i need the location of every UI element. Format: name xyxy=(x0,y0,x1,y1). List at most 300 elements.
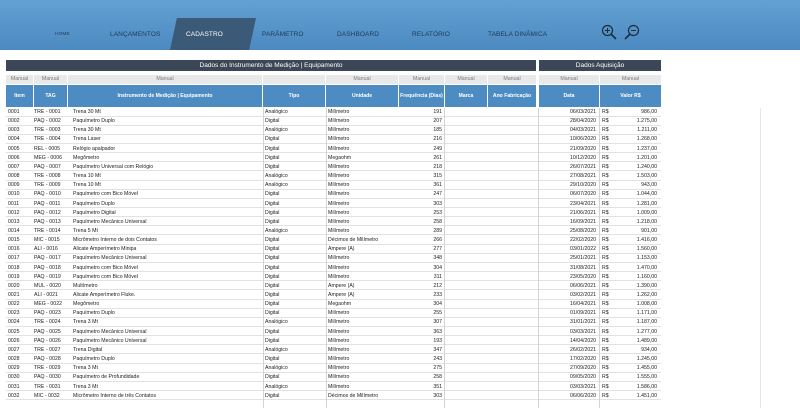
cell-data[interactable]: 10/06/2020 xyxy=(570,136,596,143)
cell-unidade[interactable]: Décimos de Milímetro xyxy=(328,237,379,244)
cell-instrumento[interactable]: Paquímetro de Profundidade xyxy=(73,374,140,381)
cell-instrumento[interactable]: Paquímetro Digital xyxy=(73,209,116,216)
col-header-tipo[interactable]: Tipo xyxy=(263,85,326,107)
cell-instrumento[interactable]: Paquímetro Duplo xyxy=(73,310,115,317)
cell-valor[interactable]: 1.160,00 xyxy=(636,273,657,280)
cell-frequencia[interactable]: 266 xyxy=(433,237,442,244)
cell-instrumento[interactable]: Alicate Amperímetro Minipa xyxy=(73,246,137,253)
cell-instrumento[interactable]: Trena 30 Mt xyxy=(73,109,101,115)
table-row[interactable] xyxy=(6,200,661,209)
table-row[interactable] xyxy=(6,291,661,300)
cell-tipo[interactable]: Digital xyxy=(265,237,280,244)
table-row[interactable] xyxy=(6,383,661,392)
table-row[interactable] xyxy=(6,145,661,154)
cell-valor[interactable]: 1.171,00 xyxy=(636,310,657,317)
cell-item[interactable]: 0021 xyxy=(8,292,20,298)
cell-tipo[interactable]: Analógico xyxy=(265,319,288,326)
cell-valor[interactable]: 1.245,00 xyxy=(636,356,657,363)
cell-valor[interactable]: 1.390,00 xyxy=(636,282,657,289)
table-row[interactable] xyxy=(6,318,661,327)
cell-tipo[interactable]: Digital xyxy=(265,255,280,262)
cell-valor[interactable]: 1.211,00 xyxy=(637,127,657,134)
table-row[interactable] xyxy=(6,227,661,236)
col-header-valor[interactable]: Valor R$ xyxy=(600,85,662,107)
cell-tipo[interactable]: Digital xyxy=(265,136,280,143)
cell-data[interactable]: 03/03/2021 xyxy=(570,328,596,335)
cell-item[interactable]: 0005 xyxy=(8,145,20,152)
cell-frequencia[interactable]: 261 xyxy=(433,154,442,161)
cell-frequencia[interactable]: 233 xyxy=(433,292,442,298)
cell-frequencia[interactable]: 289 xyxy=(433,227,442,234)
table-row[interactable] xyxy=(6,218,661,227)
cell-tag[interactable]: TRE - 0009 xyxy=(34,182,61,189)
cell-tipo[interactable]: Digital xyxy=(265,301,280,308)
cell-item[interactable]: 0013 xyxy=(8,218,20,225)
cell-unidade[interactable]: Milímetro xyxy=(328,365,350,372)
cell-tipo[interactable]: Digital xyxy=(265,292,280,298)
cell-frequencia[interactable]: 255 xyxy=(433,310,442,317)
col-header-data[interactable]: Data xyxy=(539,85,600,107)
cell-valor[interactable]: 1.503,00 xyxy=(636,173,657,180)
cell-tag[interactable]: TRE - 0001 xyxy=(34,109,61,115)
cell-unidade[interactable]: Milímetro xyxy=(328,173,350,180)
cell-valor[interactable]: 1.281,00 xyxy=(636,200,657,207)
table-row[interactable] xyxy=(6,135,661,144)
cell-tipo[interactable]: Analógico xyxy=(265,182,288,189)
cell-item[interactable]: 0026 xyxy=(8,337,20,344)
cell-unidade[interactable]: Milímetro xyxy=(328,374,350,381)
cell-frequencia[interactable]: 304 xyxy=(433,264,442,271)
cell-unidade[interactable]: Milímetro xyxy=(328,118,350,125)
cell-data[interactable]: 29/10/2020 xyxy=(570,182,596,189)
cell-unidade[interactable]: Milímetro xyxy=(328,356,350,363)
cell-valor[interactable]: 1.218,00 xyxy=(636,218,657,225)
cell-instrumento[interactable]: Trena 30 Mt xyxy=(73,127,101,134)
cell-item[interactable]: 0022 xyxy=(8,301,20,308)
cell-item[interactable]: 0016 xyxy=(8,246,20,253)
cell-data[interactable]: 03/03/2021 xyxy=(570,383,596,390)
cell-unidade[interactable]: Milímetro xyxy=(328,191,350,198)
cell-valor[interactable]: 934,00 xyxy=(641,346,657,353)
cell-valor[interactable]: 1.555,00 xyxy=(636,374,657,381)
cell-item[interactable]: 0003 xyxy=(8,127,20,134)
cell-item[interactable]: 0004 xyxy=(8,136,20,143)
cell-frequencia[interactable]: 191 xyxy=(433,109,442,115)
table-row[interactable] xyxy=(6,309,661,318)
table-row[interactable] xyxy=(6,264,661,273)
cell-item[interactable]: 0012 xyxy=(8,209,20,216)
cell-tag[interactable]: ALI - 0021 xyxy=(34,292,58,298)
cell-valor[interactable]: 1.201,00 xyxy=(636,154,657,161)
cell-tag[interactable]: TRE - 0031 xyxy=(34,383,61,390)
cell-frequencia[interactable]: 363 xyxy=(433,328,442,335)
cell-instrumento[interactable]: Megômetro xyxy=(73,301,100,308)
cell-frequencia[interactable]: 258 xyxy=(433,374,442,381)
cell-frequencia[interactable]: 207 xyxy=(433,118,442,125)
table-row[interactable] xyxy=(6,209,661,218)
cell-tipo[interactable]: Analógico xyxy=(265,109,288,115)
cell-tag[interactable]: PAQ - 0011 xyxy=(34,200,61,207)
cell-data[interactable]: 09/05/2020 xyxy=(570,374,596,381)
cell-data[interactable]: 31/08/2021 xyxy=(570,264,596,271)
cell-instrumento[interactable]: Trena 10 Mt xyxy=(73,173,101,180)
cell-instrumento[interactable]: Relógio apalpador xyxy=(73,145,116,152)
cell-instrumento[interactable]: Micrômetro Interno de três Contatos xyxy=(73,392,157,399)
cell-item[interactable]: 0017 xyxy=(8,255,20,262)
cell-data[interactable]: 03/02/2021 xyxy=(570,292,596,298)
cell-tag[interactable]: REL - 0005 xyxy=(34,145,61,152)
cell-instrumento[interactable]: Paquímetro Mecânico Universal xyxy=(73,255,147,262)
cell-tag[interactable]: MEG - 0022 xyxy=(34,301,62,308)
cell-tipo[interactable]: Analógico xyxy=(265,173,288,180)
cell-data[interactable]: 22/02/2020 xyxy=(570,237,596,244)
cell-frequencia[interactable]: 303 xyxy=(433,200,442,207)
cell-tipo[interactable]: Digital xyxy=(265,154,280,161)
cell-item[interactable]: 0032 xyxy=(8,392,20,399)
cell-tipo[interactable]: Digital xyxy=(265,273,280,280)
cell-tipo[interactable]: Analógico xyxy=(265,365,288,372)
table-row[interactable] xyxy=(6,126,661,135)
cell-unidade[interactable]: Milímetro xyxy=(328,163,350,170)
cell-instrumento[interactable]: Paquímetro Universal com Relógio xyxy=(73,163,154,170)
cell-frequencia[interactable]: 307 xyxy=(433,319,442,326)
cell-tag[interactable]: PAQ - 0017 xyxy=(34,255,61,262)
cell-valor[interactable]: 1.275,00 xyxy=(636,118,657,125)
cell-tipo[interactable]: Digital xyxy=(265,246,280,253)
cell-valor[interactable]: 1.262,00 xyxy=(636,292,657,298)
cell-unidade[interactable]: Milímetro xyxy=(328,337,350,344)
cell-unidade[interactable]: Milímetro xyxy=(328,273,350,280)
table-row[interactable] xyxy=(6,181,661,190)
cell-tipo[interactable]: Digital xyxy=(265,145,280,152)
cell-unidade[interactable]: Megaohm xyxy=(328,301,352,308)
cell-unidade[interactable]: Milímetro xyxy=(328,145,350,152)
cell-tipo[interactable]: Analógico xyxy=(265,127,288,134)
cell-item[interactable]: 0027 xyxy=(8,346,20,353)
cell-unidade[interactable]: Milímetro xyxy=(328,310,350,317)
cell-item[interactable]: 0031 xyxy=(8,383,20,390)
cell-frequencia[interactable]: 249 xyxy=(433,145,442,152)
cell-frequencia[interactable]: 185 xyxy=(433,127,442,134)
cell-tipo[interactable]: Digital xyxy=(265,337,280,344)
cell-item[interactable]: 0002 xyxy=(8,118,20,125)
cell-frequencia[interactable]: 315 xyxy=(433,173,442,180)
cell-data[interactable]: 27/08/2021 xyxy=(570,173,596,180)
nav-lancamentos[interactable]: LANÇAMENTOS xyxy=(110,31,161,38)
table-row[interactable] xyxy=(6,108,661,117)
cell-tag[interactable]: PAQ - 0013 xyxy=(34,218,61,225)
cell-frequencia[interactable]: 216 xyxy=(433,136,442,143)
cell-data[interactable]: 17/02/2020 xyxy=(570,356,596,363)
cell-data[interactable]: 06/03/2021 xyxy=(570,109,596,115)
table-row[interactable] xyxy=(6,337,661,346)
cell-data[interactable]: 21/06/2021 xyxy=(570,209,596,216)
cell-tag[interactable]: PAQ - 0030 xyxy=(34,374,61,381)
cell-tipo[interactable]: Digital xyxy=(265,356,280,363)
cell-instrumento[interactable]: Trena 3 Mt xyxy=(73,319,98,326)
cell-tag[interactable]: PAQ - 0019 xyxy=(34,273,61,280)
cell-tipo[interactable]: Digital xyxy=(265,191,280,198)
cell-instrumento[interactable]: Paquímetro com Bico Móvel xyxy=(73,264,138,271)
cell-data[interactable]: 21/09/2020 xyxy=(570,145,596,152)
table-row[interactable] xyxy=(6,236,661,245)
cell-data[interactable]: 25/08/2020 xyxy=(570,227,596,234)
cell-item[interactable]: 0014 xyxy=(8,227,20,234)
cell-unidade[interactable]: Megaohm xyxy=(328,154,352,161)
col-header-instrumento[interactable]: Instrumento de Medição | Equipamento xyxy=(68,85,263,107)
table-row[interactable] xyxy=(6,300,661,309)
nav-relatorio[interactable]: RELATÓRIO xyxy=(412,31,450,38)
nav-dashboard[interactable]: DASHBOARD xyxy=(337,31,380,38)
col-header-tag[interactable]: TAG xyxy=(34,85,68,107)
cell-frequencia[interactable]: 258 xyxy=(433,218,442,225)
cell-tipo[interactable]: Digital xyxy=(265,392,280,399)
cell-item[interactable]: 0001 xyxy=(8,109,20,115)
cell-item[interactable]: 0009 xyxy=(8,182,20,189)
cell-data[interactable]: 06/07/2020 xyxy=(570,191,596,198)
cell-unidade[interactable]: Milímetro xyxy=(328,209,350,216)
cell-valor[interactable]: 1.268,00 xyxy=(636,136,657,143)
cell-unidade[interactable]: Milímetro xyxy=(328,136,350,143)
cell-tipo[interactable]: Digital xyxy=(265,118,280,125)
cell-tag[interactable]: PAQ - 0028 xyxy=(34,356,61,363)
cell-data[interactable]: 03/01/2022 xyxy=(570,246,596,253)
cell-tipo[interactable]: Digital xyxy=(265,310,280,317)
cell-valor[interactable]: 1.237,00 xyxy=(636,145,657,152)
cell-tag[interactable]: PAQ - 0023 xyxy=(34,310,61,317)
cell-tag[interactable]: PAQ - 0018 xyxy=(34,264,61,271)
cell-valor[interactable]: 1.416,00 xyxy=(636,237,657,244)
cell-tag[interactable]: PAQ - 0026 xyxy=(34,337,61,344)
table-row[interactable] xyxy=(6,282,661,291)
cell-item[interactable]: 0030 xyxy=(8,374,20,381)
cell-unidade[interactable]: Ampere (A) xyxy=(328,282,355,289)
cell-unidade[interactable]: Milímetro xyxy=(328,182,350,189)
cell-tag[interactable]: PAQ - 0002 xyxy=(34,118,61,125)
cell-data[interactable]: 28/04/2020 xyxy=(570,118,596,125)
cell-frequencia[interactable]: 361 xyxy=(433,182,442,189)
col-header-item[interactable]: Item xyxy=(6,85,34,107)
cell-instrumento[interactable]: Paquímetro com Bico Móvel xyxy=(73,191,138,198)
cell-valor[interactable]: 1.008,00 xyxy=(636,301,657,308)
cell-instrumento[interactable]: Megômetro xyxy=(73,154,100,161)
table-row[interactable] xyxy=(6,392,661,401)
cell-instrumento[interactable]: Paquímetro Duplo xyxy=(73,118,115,125)
cell-tag[interactable]: ALI - 0016 xyxy=(34,246,58,253)
cell-instrumento[interactable]: Trena 10 Mt xyxy=(73,182,101,189)
cell-unidade[interactable]: Milímetro xyxy=(328,264,350,271)
cell-data[interactable]: 31/01/2021 xyxy=(570,319,596,326)
cell-unidade[interactable]: Milímetro xyxy=(328,200,350,207)
cell-data[interactable]: 10/12/2020 xyxy=(570,154,596,161)
cell-item[interactable]: 0006 xyxy=(8,154,20,161)
cell-data[interactable]: 04/03/2021 xyxy=(570,127,596,134)
cell-instrumento[interactable]: Paquímetro Mecânico Universal xyxy=(73,328,147,335)
cell-tag[interactable]: PAQ - 0007 xyxy=(34,163,61,170)
cell-data[interactable]: 23/05/2020 xyxy=(570,273,596,280)
cell-data[interactable]: 16/04/2021 xyxy=(570,301,596,308)
cell-valor[interactable]: 1.470,00 xyxy=(636,264,657,271)
cell-frequencia[interactable]: 243 xyxy=(433,356,442,363)
cell-instrumento[interactable]: Alicate Amperímetro Fluke. xyxy=(73,292,136,298)
cell-frequencia[interactable]: 247 xyxy=(433,191,442,198)
cell-frequencia[interactable]: 348 xyxy=(433,255,442,262)
cell-unidade[interactable]: Milímetro xyxy=(328,127,350,134)
cell-unidade[interactable]: Milímetro xyxy=(328,346,350,353)
cell-unidade[interactable]: Milímetro xyxy=(328,227,350,234)
cell-tipo[interactable]: Digital xyxy=(265,328,280,335)
cell-valor[interactable]: 1.044,00 xyxy=(636,191,657,198)
table-row[interactable] xyxy=(6,364,661,373)
cell-instrumento[interactable]: Paquímetro Duplo xyxy=(73,356,115,363)
cell-tipo[interactable]: Digital xyxy=(265,209,280,216)
cell-tag[interactable]: TRE - 0029 xyxy=(34,365,61,372)
table-row[interactable] xyxy=(6,172,661,181)
cell-data[interactable]: 01/09/2021 xyxy=(570,310,596,317)
cell-tipo[interactable]: Digital xyxy=(265,200,280,207)
nav-tabela-dinamica[interactable]: TABELA DINÂMICA xyxy=(488,31,548,38)
cell-tipo[interactable]: Digital xyxy=(265,282,280,289)
nav-cadastro[interactable]: CADASTRO xyxy=(186,31,223,38)
cell-valor[interactable]: 1.455,00 xyxy=(636,365,657,372)
cell-tag[interactable]: PAQ - 0025 xyxy=(34,328,61,335)
cell-instrumento[interactable]: Micrômetro Interno de dois Contatos xyxy=(73,237,157,244)
cell-data[interactable]: 16/09/2021 xyxy=(570,218,596,225)
col-header-frequencia[interactable]: Frequência (Dias) xyxy=(399,85,445,107)
cell-instrumento[interactable]: Paquímetro Mecânico Universal xyxy=(73,218,147,225)
cell-tag[interactable]: MEG - 0006 xyxy=(34,154,62,161)
cell-frequencia[interactable]: 212 xyxy=(433,282,442,289)
cell-instrumento[interactable]: Trena 5 Mt xyxy=(73,227,98,234)
cell-frequencia[interactable]: 351 xyxy=(433,383,442,390)
cell-valor[interactable]: 1.489,00 xyxy=(636,337,657,344)
cell-item[interactable]: 0020 xyxy=(8,282,20,289)
cell-data[interactable]: 06/06/2021 xyxy=(570,282,596,289)
cell-tag[interactable]: TRE - 0008 xyxy=(34,173,61,180)
cell-frequencia[interactable]: 253 xyxy=(433,209,442,216)
cell-instrumento[interactable]: Paquímetro com Bico Móvel xyxy=(73,273,138,280)
cell-tag[interactable]: MIC - 0015 xyxy=(34,237,60,244)
cell-unidade[interactable]: Ampere (A) xyxy=(328,246,355,253)
cell-tipo[interactable]: Digital xyxy=(265,264,280,271)
cell-tipo[interactable]: Digital xyxy=(265,374,280,381)
cell-item[interactable]: 0007 xyxy=(8,163,20,170)
cell-item[interactable]: 0011 xyxy=(8,200,20,207)
cell-unidade[interactable]: Décimos de Milímetro xyxy=(328,392,379,399)
table-row[interactable] xyxy=(6,355,661,364)
cell-item[interactable]: 0028 xyxy=(8,356,20,363)
cell-unidade[interactable]: Milímetro xyxy=(328,383,350,390)
cell-unidade[interactable]: Ampere (A) xyxy=(328,292,355,298)
col-header-marca[interactable]: Marca xyxy=(445,85,488,107)
cell-item[interactable]: 0025 xyxy=(8,328,20,335)
cell-frequencia[interactable]: 311 xyxy=(433,273,442,280)
table-row[interactable] xyxy=(6,190,661,199)
cell-frequencia[interactable]: 218 xyxy=(433,163,442,170)
cell-data[interactable]: 06/06/2020 xyxy=(570,392,596,399)
table-row[interactable] xyxy=(6,154,661,163)
cell-frequencia[interactable]: 277 xyxy=(433,246,442,253)
cell-tipo[interactable]: Analógico xyxy=(265,346,288,353)
cell-unidade[interactable]: Milímetro xyxy=(328,218,350,225)
table-row[interactable] xyxy=(6,273,661,282)
cell-tag[interactable]: TRE - 0024 xyxy=(34,319,61,326)
cell-tag[interactable]: TRE - 0027 xyxy=(34,346,61,353)
cell-valor[interactable]: 1.009,00 xyxy=(636,209,657,216)
cell-tag[interactable]: TRE - 0004 xyxy=(34,136,61,143)
cell-data[interactable]: 27/09/2020 xyxy=(570,365,596,372)
cell-item[interactable]: 0019 xyxy=(8,273,20,280)
table-row[interactable] xyxy=(6,373,661,382)
cell-unidade[interactable]: Milímetro xyxy=(328,328,350,335)
cell-frequencia[interactable]: 304 xyxy=(433,301,442,308)
cell-item[interactable]: 0029 xyxy=(8,365,20,372)
cell-instrumento[interactable]: Paquímetro Mecânico Universal xyxy=(73,337,147,344)
cell-tipo[interactable]: Analógico xyxy=(265,383,288,390)
cell-instrumento[interactable]: Trena Laser xyxy=(73,136,101,143)
cell-valor[interactable]: 1.586,00 xyxy=(636,383,657,390)
cell-unidade[interactable]: Milímetro xyxy=(328,255,350,262)
cell-instrumento[interactable]: Multímetro xyxy=(73,282,98,289)
cell-item[interactable]: 0015 xyxy=(8,237,20,244)
cell-tag[interactable]: MUL - 0020 xyxy=(34,282,61,289)
table-row[interactable] xyxy=(6,254,661,263)
cell-tag[interactable]: TRE - 0014 xyxy=(34,227,61,234)
col-header-unidade[interactable]: Unidade xyxy=(326,85,399,107)
cell-item[interactable]: 0024 xyxy=(8,319,20,326)
cell-tipo[interactable]: Digital xyxy=(265,218,280,225)
cell-tag[interactable]: PAQ - 0010 xyxy=(34,191,61,198)
cell-unidade[interactable]: Milímetro xyxy=(328,109,350,115)
cell-instrumento[interactable]: Paquímetro Duplo xyxy=(73,200,115,207)
table-row[interactable] xyxy=(6,117,661,126)
cell-tipo[interactable]: Digital xyxy=(265,163,280,170)
table-row[interactable] xyxy=(6,328,661,337)
cell-instrumento[interactable]: Trena 3 Mt xyxy=(73,365,98,372)
cell-data[interactable]: 26/07/2021 xyxy=(570,163,596,170)
table-row[interactable] xyxy=(6,163,661,172)
zoom-out-icon[interactable] xyxy=(624,24,640,40)
cell-tag[interactable]: MIC - 0032 xyxy=(34,392,60,399)
cell-item[interactable]: 0018 xyxy=(8,264,20,271)
cell-frequencia[interactable]: 347 xyxy=(433,346,442,353)
cell-data[interactable]: 25/01/2021 xyxy=(570,255,596,262)
cell-tag[interactable]: TRE - 0003 xyxy=(34,127,61,134)
nav-parametro[interactable]: PARÂMETRO xyxy=(262,31,304,38)
cell-valor[interactable]: 901,00 xyxy=(641,227,657,234)
cell-frequencia[interactable]: 303 xyxy=(433,392,442,399)
cell-valor[interactable]: 1.153,00 xyxy=(636,255,657,262)
cell-instrumento[interactable]: Trena 3 Mt xyxy=(73,383,98,390)
cell-frequencia[interactable]: 275 xyxy=(433,365,442,372)
cell-tipo[interactable]: Analógico xyxy=(265,227,288,234)
cell-valor[interactable]: 1.560,00 xyxy=(636,246,657,253)
cell-valor[interactable]: 943,00 xyxy=(641,182,657,189)
cell-data[interactable]: 14/04/2020 xyxy=(570,337,596,344)
nav-home[interactable]: HOME xyxy=(55,32,70,37)
cell-valor[interactable]: 1.277,00 xyxy=(636,328,657,335)
cell-frequencia[interactable]: 193 xyxy=(433,337,442,344)
col-header-ano-fabricacao[interactable]: Ano Fabricação xyxy=(488,85,537,107)
cell-data[interactable]: 26/02/2021 xyxy=(570,346,596,353)
cell-item[interactable]: 0023 xyxy=(8,310,20,317)
cell-tag[interactable]: PAQ - 0012 xyxy=(34,209,61,216)
cell-data[interactable]: 23/04/2021 xyxy=(570,200,596,207)
vertical-scroll-track[interactable] xyxy=(760,108,761,408)
cell-item[interactable]: 0008 xyxy=(8,173,20,180)
cell-valor[interactable]: 1.187,00 xyxy=(636,319,657,326)
cell-unidade[interactable]: Milímetro xyxy=(328,319,350,326)
